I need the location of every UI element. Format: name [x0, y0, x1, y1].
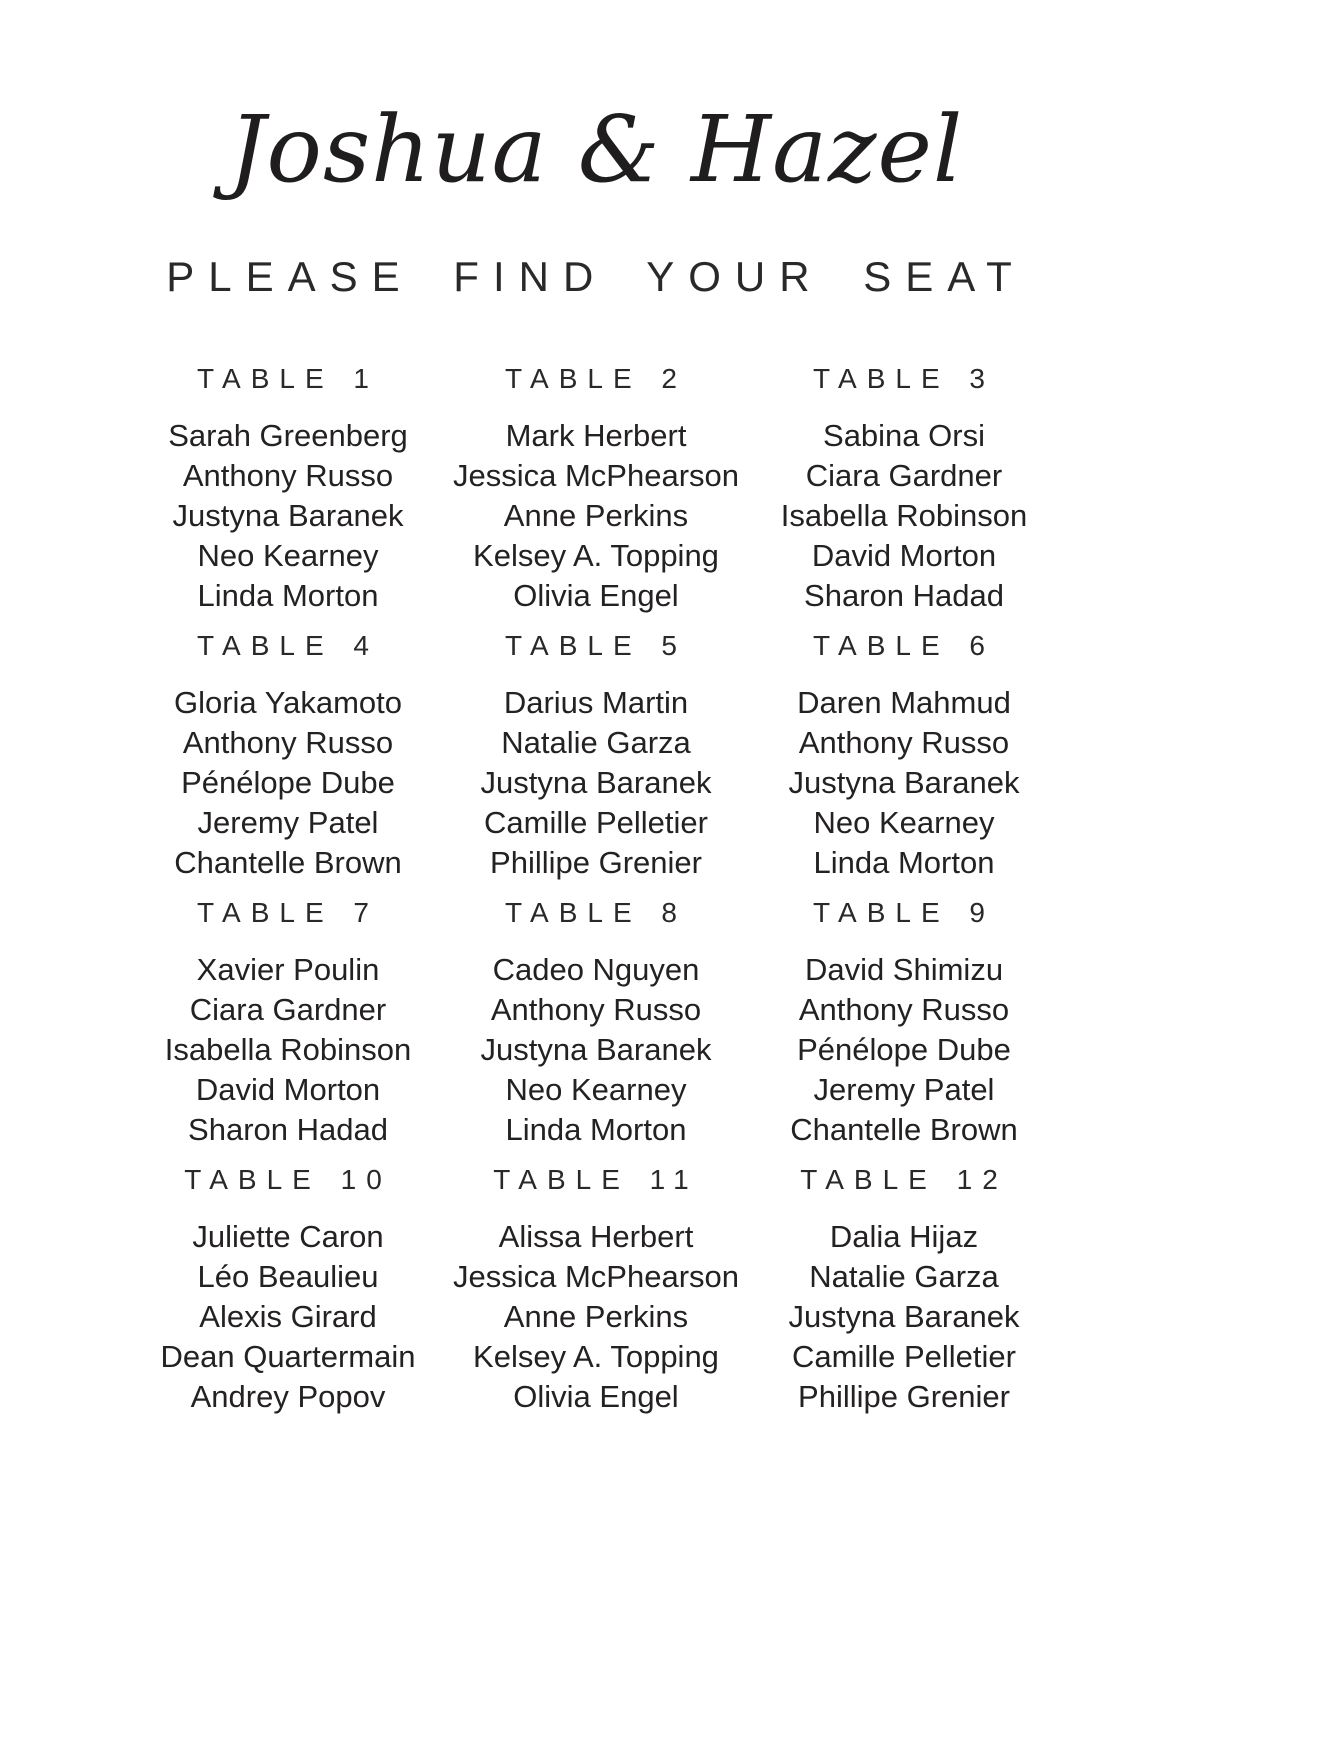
guest-name: Ciara Gardner [805, 458, 1003, 493]
guest-name: Justyna Baranek [172, 498, 404, 533]
guest-list [138, 1217, 438, 1417]
guest-name: Sabina Orsi [823, 418, 985, 453]
table-title: TABLE 6 [813, 630, 995, 661]
table-title: TABLE 5 [505, 630, 687, 661]
table-block-9 [752, 897, 1056, 1150]
table-title: TABLE 9 [813, 897, 995, 928]
guest-name: David Shimizu [804, 952, 1004, 987]
table-title: TABLE 2 [505, 363, 687, 394]
guest-list [138, 416, 438, 616]
guest-list [754, 683, 1054, 883]
tables-grid [136, 363, 1056, 1417]
guest-name: Sharon Hadad [188, 1112, 388, 1147]
guest-name: David Morton [811, 538, 997, 573]
guest-name: Darius Martin [503, 685, 689, 720]
guest-name: Sharon Hadad [804, 578, 1004, 613]
guest-name: Anne Perkins [503, 498, 689, 533]
guest-name: Camille Pelletier [792, 1339, 1016, 1374]
guest-name: Anthony Russo [798, 725, 1010, 760]
guest-name: Linda Morton [505, 1112, 687, 1147]
guest-name: Neo Kearney [505, 1072, 687, 1107]
guest-name: Léo Beaulieu [197, 1259, 379, 1294]
guest-name: Anthony Russo [798, 992, 1010, 1027]
table-title: TABLE 10 [184, 1164, 392, 1195]
table-block-3 [752, 363, 1056, 616]
guest-name: Natalie Garza [809, 1259, 999, 1294]
table-block-7 [136, 897, 440, 1150]
guest-name: Linda Morton [813, 845, 995, 880]
guest-name: Andrey Popov [190, 1379, 386, 1414]
guest-list [446, 950, 746, 1150]
guest-name: Jessica McPhearson [452, 1259, 739, 1294]
table-block-4 [136, 630, 440, 883]
guest-name: Phillipe Grenier [798, 1379, 1010, 1414]
guest-name: Isabella Robinson [164, 1032, 412, 1067]
couple-names-title: Joshua & Hazel [228, 96, 964, 203]
seating-chart-poster [136, 0, 1056, 1417]
guest-name: Gloria Yakamoto [173, 685, 403, 720]
table-title: TABLE 12 [800, 1164, 1008, 1195]
guest-name: Alexis Girard [199, 1299, 377, 1334]
table-block-8 [444, 897, 748, 1150]
table-block-11 [444, 1164, 748, 1417]
table-block-10 [136, 1164, 440, 1417]
table-block-12 [752, 1164, 1056, 1417]
guest-name: Mark Herbert [505, 418, 687, 453]
guest-name: Anthony Russo [490, 992, 702, 1027]
guest-name: Xavier Poulin [196, 952, 380, 987]
guest-name: Kelsey A. Topping [473, 1339, 719, 1374]
guest-name: Juliette Caron [192, 1219, 384, 1254]
table-title: TABLE 3 [813, 363, 995, 394]
table-title: TABLE 4 [197, 630, 379, 661]
guest-name: Sarah Greenberg [168, 418, 408, 453]
table-title: TABLE 7 [197, 897, 379, 928]
table-title: TABLE 1 [197, 363, 379, 394]
table-block-2 [444, 363, 748, 616]
guest-list [138, 683, 438, 883]
guest-name: Dalia Hijaz [829, 1219, 979, 1254]
guest-name: David Morton [195, 1072, 381, 1107]
guest-name: Ciara Gardner [189, 992, 387, 1027]
guest-list [138, 950, 438, 1150]
guest-name: Isabella Robinson [780, 498, 1028, 533]
guest-name: Kelsey A. Topping [473, 538, 719, 573]
guest-name: Anthony Russo [182, 458, 394, 493]
guest-name: Justyna Baranek [480, 765, 712, 800]
guest-name: Justyna Baranek [480, 1032, 712, 1067]
guest-name: Jeremy Patel [813, 1072, 995, 1107]
guest-name: Natalie Garza [501, 725, 691, 760]
guest-name: Neo Kearney [197, 538, 379, 573]
guest-list [754, 1217, 1054, 1417]
guest-list [446, 1217, 746, 1417]
guest-name: Jessica McPhearson [452, 458, 739, 493]
guest-list [754, 950, 1054, 1150]
guest-name: Linda Morton [197, 578, 379, 613]
guest-name: Pénélope Dube [181, 765, 395, 800]
table-block-6 [752, 630, 1056, 883]
table-block-5 [444, 630, 748, 883]
guest-name: Anthony Russo [182, 725, 394, 760]
guest-name: Chantelle Brown [790, 1112, 1018, 1147]
guest-name: Olivia Engel [513, 1379, 679, 1414]
guest-name: Pénélope Dube [797, 1032, 1011, 1067]
guest-name: Olivia Engel [513, 578, 679, 613]
guest-name: Camille Pelletier [484, 805, 708, 840]
guest-name: Justyna Baranek [788, 765, 1020, 800]
guest-name: Daren Mahmud [797, 685, 1011, 720]
table-title: TABLE 11 [493, 1164, 699, 1195]
guest-name: Alissa Herbert [498, 1219, 694, 1254]
guest-name: Neo Kearney [813, 805, 995, 840]
guest-name: Phillipe Grenier [490, 845, 702, 880]
table-title: TABLE 8 [505, 897, 687, 928]
guest-list [446, 683, 746, 883]
guest-list [754, 416, 1054, 616]
find-your-seat-subtitle: PLEASE FIND YOUR SEAT [166, 253, 1026, 300]
table-block-1 [136, 363, 440, 616]
guest-name: Cadeo Nguyen [492, 952, 700, 987]
guest-name: Justyna Baranek [788, 1299, 1020, 1334]
guest-name: Dean Quartermain [160, 1339, 416, 1374]
guest-name: Anne Perkins [503, 1299, 689, 1334]
guest-name: Chantelle Brown [174, 845, 402, 880]
guest-list [446, 416, 746, 616]
guest-name: Jeremy Patel [197, 805, 379, 840]
